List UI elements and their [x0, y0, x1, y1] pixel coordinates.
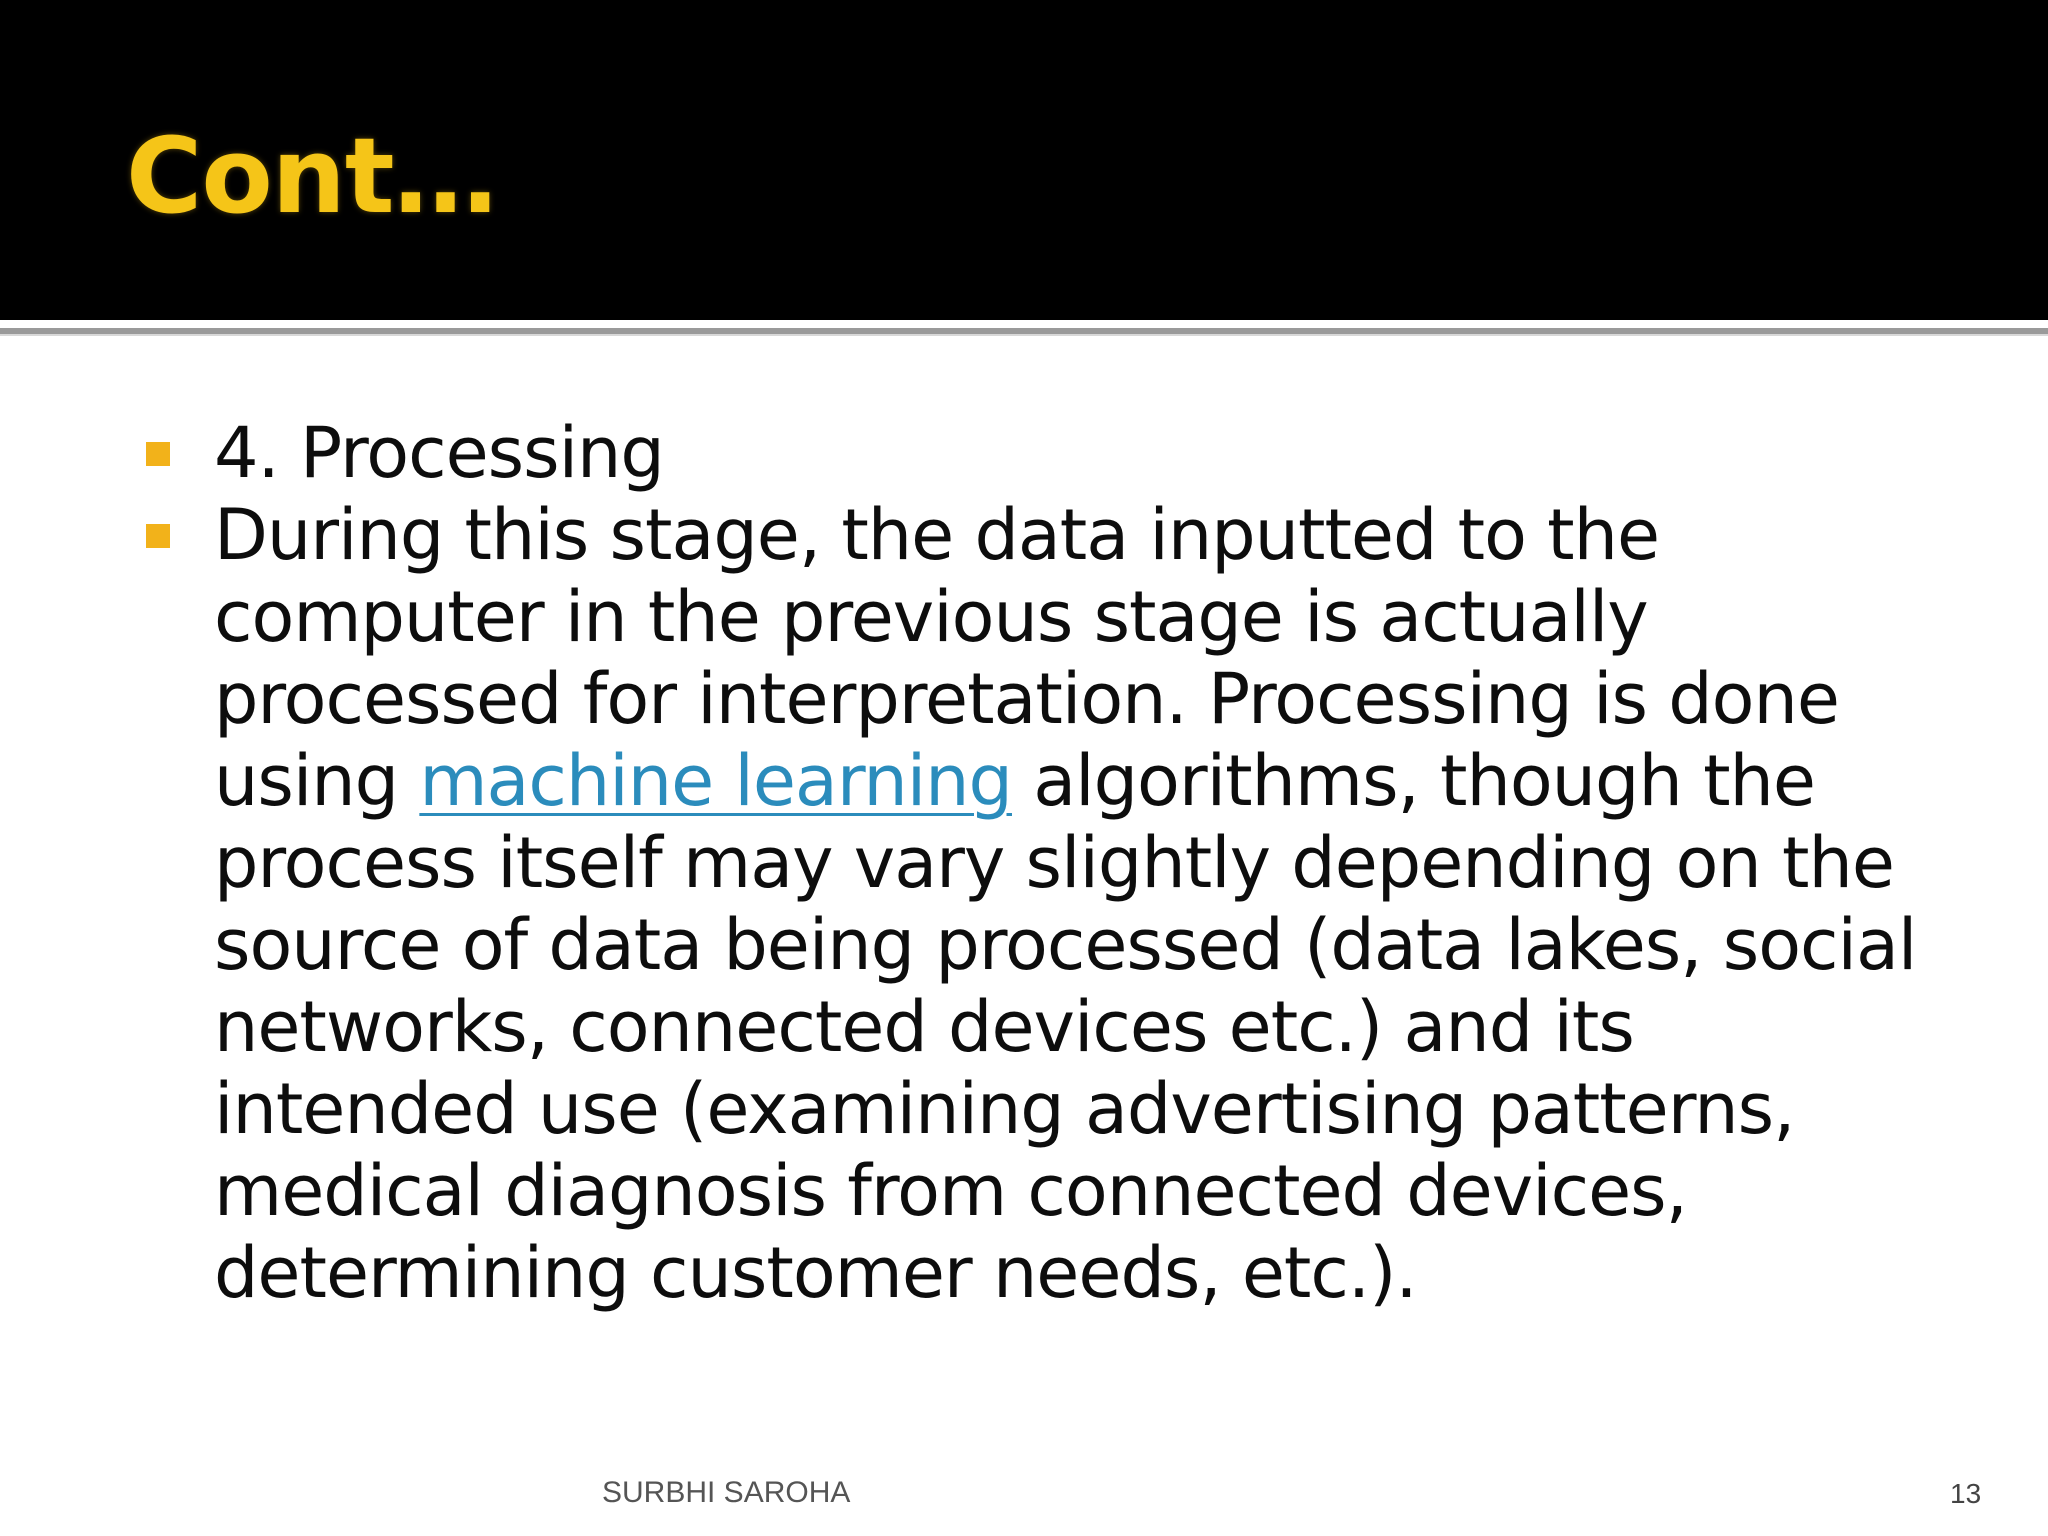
slide-title: Cont…: [126, 115, 497, 237]
bullet-body-text-start: During this stage, the data inputted to the computer in the previous stage is actually processed for interpretation. Processing is done using: [214, 494, 1839, 822]
title-bar: [0, 0, 2048, 320]
square-bullet-icon: [146, 442, 170, 466]
bullet-item-heading: [146, 412, 1936, 494]
page-number: 13: [1950, 1478, 1982, 1509]
bullet-body-text-end: algorithms, though the process itself may vary slightly depending on the source of data being processed (data lakes, social networks, connected devices etc.) and its intended use (examining advertising patterns, medical diagnosis from connected devices, determining customer needs, etc.).: [214, 740, 1917, 1314]
bullet-heading-text: 4. Processing: [214, 412, 664, 494]
machine-learning-link[interactable]: machine learning: [419, 740, 1012, 822]
bullet-item-body: [146, 494, 1936, 1314]
bullet-list: [146, 412, 1936, 1314]
footer-author: SURBHI SAROHA: [602, 1476, 851, 1509]
square-bullet-icon: [146, 524, 170, 548]
title-divider-shadow: [0, 334, 2048, 336]
